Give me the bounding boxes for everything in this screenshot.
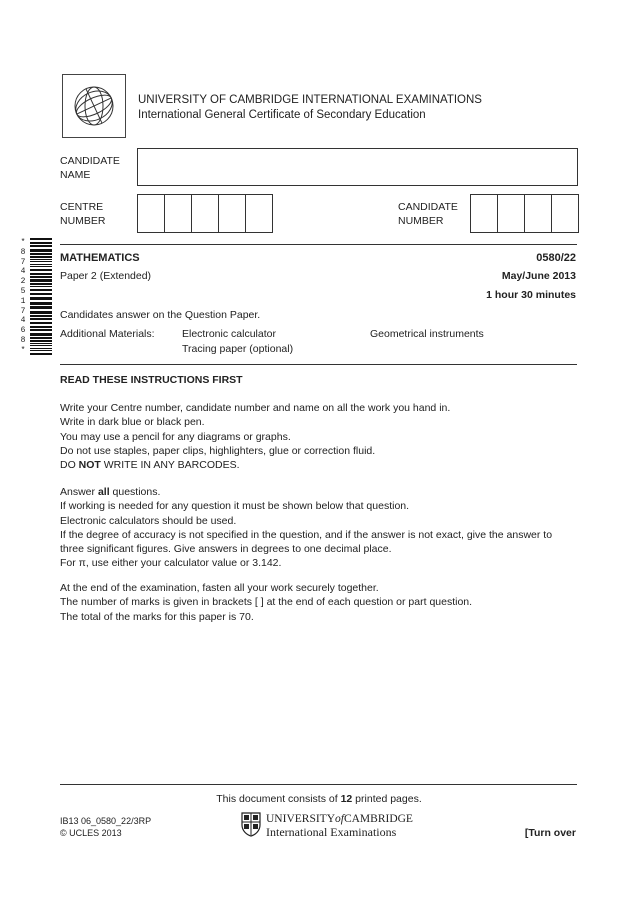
candidate-number-digit[interactable]	[525, 195, 552, 232]
barcode-bar	[30, 276, 52, 278]
instructions-block-3: At the end of the examination, fasten all your work securely together. The number of marks is given in brackets [ ] at the end of each question or part question. The total of the marks for this paper is 70.	[60, 582, 473, 623]
materials-item: Tracing paper (optional)	[182, 343, 294, 355]
answer-note: Candidates answer on the Question Paper.	[60, 309, 261, 321]
barcode-bar	[30, 283, 52, 285]
barcode-icon	[30, 238, 52, 356]
barcode-bar	[30, 242, 52, 244]
turn-over: [Turn over	[524, 827, 576, 839]
barcode-bar	[30, 306, 52, 309]
barcode-bar	[30, 337, 52, 339]
qualification-title: International General Certificate of Secondary Education	[138, 109, 426, 121]
barcode-bar	[30, 350, 52, 351]
divider	[60, 364, 577, 365]
candidate-number-field[interactable]	[470, 194, 579, 233]
barcode-bar	[30, 261, 52, 262]
barcode-bar	[30, 293, 52, 295]
session: May/June 2013	[501, 270, 576, 282]
centre-number-label: CENTRE NUMBER	[60, 201, 106, 228]
university-logo-text: UNIVERSITYofCAMBRIDGE International Examinations	[266, 813, 413, 839]
candidate-number-label: CANDIDATE NUMBER	[398, 201, 458, 228]
instructions-heading: READ THESE INSTRUCTIONS FIRST	[60, 374, 243, 386]
barcode-bar	[30, 315, 52, 317]
paper-name: Paper 2 (Extended)	[60, 270, 152, 282]
barcode-bar	[30, 329, 52, 331]
barcode-bar	[30, 264, 52, 265]
barcode-bar	[30, 279, 52, 282]
copyright: © UCLES 2013	[60, 828, 122, 838]
materials-item: Electronic calculator	[182, 328, 276, 340]
barcode-bar	[30, 333, 52, 336]
candidate-name-label: CANDIDATE NAME	[60, 155, 120, 182]
instructions-block-1: Write your Centre number, candidate number and name on all the work you hand in. Write in dark blue or black pen. You may use a pencil for any diagrams or graphs. Do not use staples, paper clips, highlighters, glue or correction fluid. DO NOT WRITE IN ANY BARCODES.	[60, 402, 451, 472]
barcode-bar	[30, 326, 52, 328]
centre-number-digit[interactable]	[192, 195, 219, 232]
subject: MATHEMATICS	[60, 252, 140, 264]
barcode-bar	[30, 340, 52, 342]
barcode-bar	[30, 286, 52, 287]
barcode-bar	[30, 245, 52, 247]
document-ref: IB13 06_0580_22/3RP	[60, 816, 152, 826]
centre-number-digit[interactable]	[138, 195, 165, 232]
barcode-bar	[30, 289, 52, 291]
candidate-number-digit[interactable]	[552, 195, 578, 232]
divider	[60, 244, 577, 245]
barcode-bar	[30, 238, 52, 240]
centre-number-digit[interactable]	[165, 195, 192, 232]
university-crest-icon	[241, 812, 261, 837]
barcode-bar	[30, 266, 52, 267]
barcode-bar	[30, 273, 52, 275]
barcode-bar	[30, 345, 52, 346]
candidate-number-digit[interactable]	[498, 195, 525, 232]
centre-number-digit[interactable]	[219, 195, 246, 232]
barcode-bar	[30, 249, 52, 252]
barcode-bar	[30, 253, 52, 255]
instructions-block-2: Answer all questions. If working is needed for any question it must be shown below that question. Electronic calculators should be used. If the degree of accuracy is not specified in the question, and if the answer is not exact, give the answer to three significant figures. Give answers in degrees to one decimal place. For π, use either your calculator value or 3.142.	[60, 486, 553, 570]
barcode-bar	[30, 256, 52, 258]
barcode-bar	[30, 348, 52, 349]
candidate-number-digit[interactable]	[471, 195, 498, 232]
barcode-bar	[30, 353, 52, 355]
materials-item: Geometrical instruments	[370, 328, 484, 340]
paper-code: 0580/22	[536, 252, 576, 264]
candidate-name-field[interactable]	[137, 148, 578, 186]
centre-number-field[interactable]	[137, 194, 273, 233]
divider	[60, 784, 577, 785]
barcode-bar	[30, 297, 52, 300]
barcode-bar	[30, 343, 52, 344]
page-count: This document consists of 12 printed pages.	[216, 793, 422, 805]
barcode-bar	[30, 322, 52, 324]
barcode-bar	[30, 269, 52, 271]
barcode-bar	[30, 318, 52, 320]
barcode-bar	[30, 311, 52, 314]
org-title: UNIVERSITY OF CAMBRIDGE INTERNATIONAL EXAMINATIONS	[138, 94, 482, 106]
barcode-bar	[30, 302, 52, 305]
centre-number-digit[interactable]	[246, 195, 272, 232]
globe-logo-icon	[62, 74, 126, 138]
duration: 1 hour 30 minutes	[486, 289, 576, 301]
barcode-bar	[30, 259, 52, 260]
materials-label: Additional Materials:	[60, 328, 155, 340]
barcode-number: * 8 7 4 2 5 1 7 4 6 8 *	[20, 238, 26, 355]
